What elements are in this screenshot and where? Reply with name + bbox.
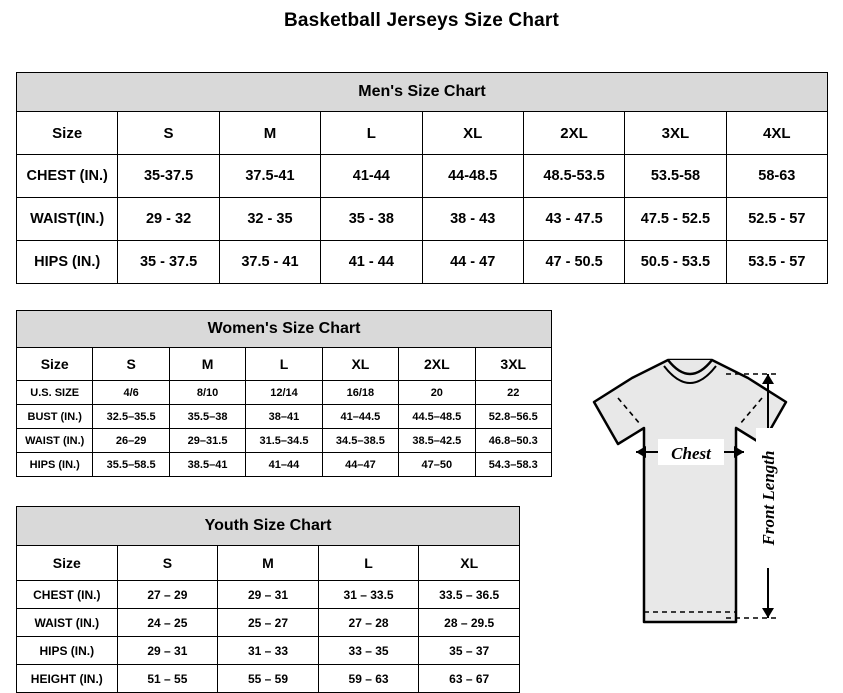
cell-bust-xl: 41–44.5 [322,405,398,429]
cell-us-size-xl: 16/18 [322,381,398,405]
youth-chart-title: Youth Size Chart [17,507,520,546]
cell-us-size-2xl: 20 [399,381,475,405]
cell-bust-2xl: 44.5–48.5 [399,405,475,429]
cell-waist-xl: 38 - 43 [422,198,523,241]
column-header-m: M [219,112,320,155]
cell-chest-l: 31 – 33.5 [318,581,419,609]
cell-hips-s: 29 – 31 [117,637,218,665]
cell-chest-s: 27 – 29 [117,581,218,609]
column-header-s: S [117,546,218,581]
cell-waist-2xl: 38.5–42.5 [399,429,475,453]
cell-height-l: 59 – 63 [318,665,419,693]
cell-chest-xl: 33.5 – 36.5 [419,581,520,609]
table-caption-row [17,507,520,546]
cell-hips-xl: 44–47 [322,453,398,477]
cell-hips-2xl: 47 - 50.5 [523,241,624,284]
cell-hips-4xl: 53.5 - 57 [726,241,827,284]
column-header-xl: XL [419,546,520,581]
table-row [17,198,828,241]
mens-size-chart [16,72,828,284]
cell-waist-3xl: 46.8–50.3 [475,429,551,453]
cell-bust-m: 35.5–38 [169,405,245,429]
cell-chest-l: 41-44 [321,155,422,198]
column-header-size: Size [17,112,118,155]
table-row [17,429,552,453]
cell-hips-3xl: 50.5 - 53.5 [625,241,726,284]
column-header-3xl: 3XL [625,112,726,155]
cell-hips-2xl: 47–50 [399,453,475,477]
cell-waist-l: 35 - 38 [321,198,422,241]
table-row [17,637,520,665]
column-header-3xl: 3XL [475,348,551,381]
cell-bust-3xl: 52.8–56.5 [475,405,551,429]
row-label-waist: WAIST (IN.) [17,429,93,453]
column-header-xl: XL [422,112,523,155]
cell-bust-l: 38–41 [246,405,322,429]
womens-size-table [16,310,552,477]
row-label-waist: WAIST(IN.) [17,198,118,241]
table-header-row [17,546,520,581]
cell-hips-3xl: 54.3–58.3 [475,453,551,477]
cell-chest-3xl: 53.5-58 [625,155,726,198]
table-row [17,609,520,637]
cell-chest-m: 37.5-41 [219,155,320,198]
column-header-s: S [93,348,169,381]
cell-hips-xl: 35 – 37 [419,637,520,665]
shirt-measurement-diagram [540,340,840,680]
cell-hips-l: 41 - 44 [321,241,422,284]
table-row [17,453,552,477]
cell-waist-4xl: 52.5 - 57 [726,198,827,241]
cell-us-size-l: 12/14 [246,381,322,405]
cell-chest-m: 29 – 31 [218,581,319,609]
cell-waist-l: 27 – 28 [318,609,419,637]
table-header-row [17,112,828,155]
cell-chest-4xl: 58-63 [726,155,827,198]
cell-waist-s: 24 – 25 [117,609,218,637]
cell-hips-l: 33 – 35 [318,637,419,665]
row-label-bust: BUST (IN.) [17,405,93,429]
cell-chest-xl: 44-48.5 [422,155,523,198]
cell-hips-l: 41–44 [246,453,322,477]
column-header-xl: XL [322,348,398,381]
cell-hips-m: 31 – 33 [218,637,319,665]
column-header-l: L [246,348,322,381]
cell-hips-m: 38.5–41 [169,453,245,477]
youth-size-table [16,506,520,693]
cell-us-size-s: 4/6 [93,381,169,405]
column-header-s: S [118,112,219,155]
row-label-height: HEIGHT (IN.) [17,665,118,693]
cell-waist-m: 25 – 27 [218,609,319,637]
cell-hips-s: 35.5–58.5 [93,453,169,477]
front-length-label: Front Length [759,450,778,546]
table-row [17,581,520,609]
column-header-2xl: 2XL [399,348,475,381]
mens-size-table [16,72,828,284]
page-title: Basketball Jerseys Size Chart [283,10,560,31]
cell-waist-xl: 28 – 29.5 [419,609,520,637]
table-header-row [17,348,552,381]
column-header-m: M [169,348,245,381]
cell-us-size-3xl: 22 [475,381,551,405]
cell-waist-xl: 34.5–38.5 [322,429,398,453]
row-label-waist: WAIST (IN.) [17,609,118,637]
table-caption-row [17,73,828,112]
chest-label: Chest [671,444,711,463]
table-row [17,381,552,405]
cell-waist-3xl: 47.5 - 52.5 [625,198,726,241]
cell-hips-xl: 44 - 47 [422,241,523,284]
cell-hips-m: 37.5 - 41 [219,241,320,284]
column-header-l: L [318,546,419,581]
row-label-chest: CHEST (IN.) [17,581,118,609]
cell-chest-s: 35-37.5 [118,155,219,198]
column-header-4xl: 4XL [726,112,827,155]
mens-chart-title: Men's Size Chart [17,73,828,112]
column-header-size: Size [17,546,118,581]
cell-waist-m: 32 - 35 [219,198,320,241]
cell-height-s: 51 – 55 [117,665,218,693]
cell-waist-s: 26–29 [93,429,169,453]
cell-us-size-m: 8/10 [169,381,245,405]
row-label-hips: HIPS (IN.) [17,241,118,284]
youth-size-chart [16,506,520,693]
column-header-m: M [218,546,319,581]
table-caption-row [17,311,552,348]
cell-waist-m: 29–31.5 [169,429,245,453]
cell-chest-2xl: 48.5-53.5 [523,155,624,198]
row-label-us-size: U.S. SIZE [17,381,93,405]
cell-waist-s: 29 - 32 [118,198,219,241]
cell-height-xl: 63 – 67 [419,665,520,693]
cell-bust-s: 32.5–35.5 [93,405,169,429]
row-label-chest: CHEST (IN.) [17,155,118,198]
column-header-size: Size [17,348,93,381]
womens-chart-title: Women's Size Chart [17,311,552,348]
row-label-hips: HIPS (IN.) [17,637,118,665]
row-label-hips: HIPS (IN.) [17,453,93,477]
cell-waist-2xl: 43 - 47.5 [523,198,624,241]
cell-hips-s: 35 - 37.5 [118,241,219,284]
column-header-l: L [321,112,422,155]
womens-size-chart [16,310,552,477]
table-row [17,155,828,198]
cell-waist-l: 31.5–34.5 [246,429,322,453]
column-header-2xl: 2XL [523,112,624,155]
table-row [17,405,552,429]
cell-height-m: 55 – 59 [218,665,319,693]
table-row [17,241,828,284]
